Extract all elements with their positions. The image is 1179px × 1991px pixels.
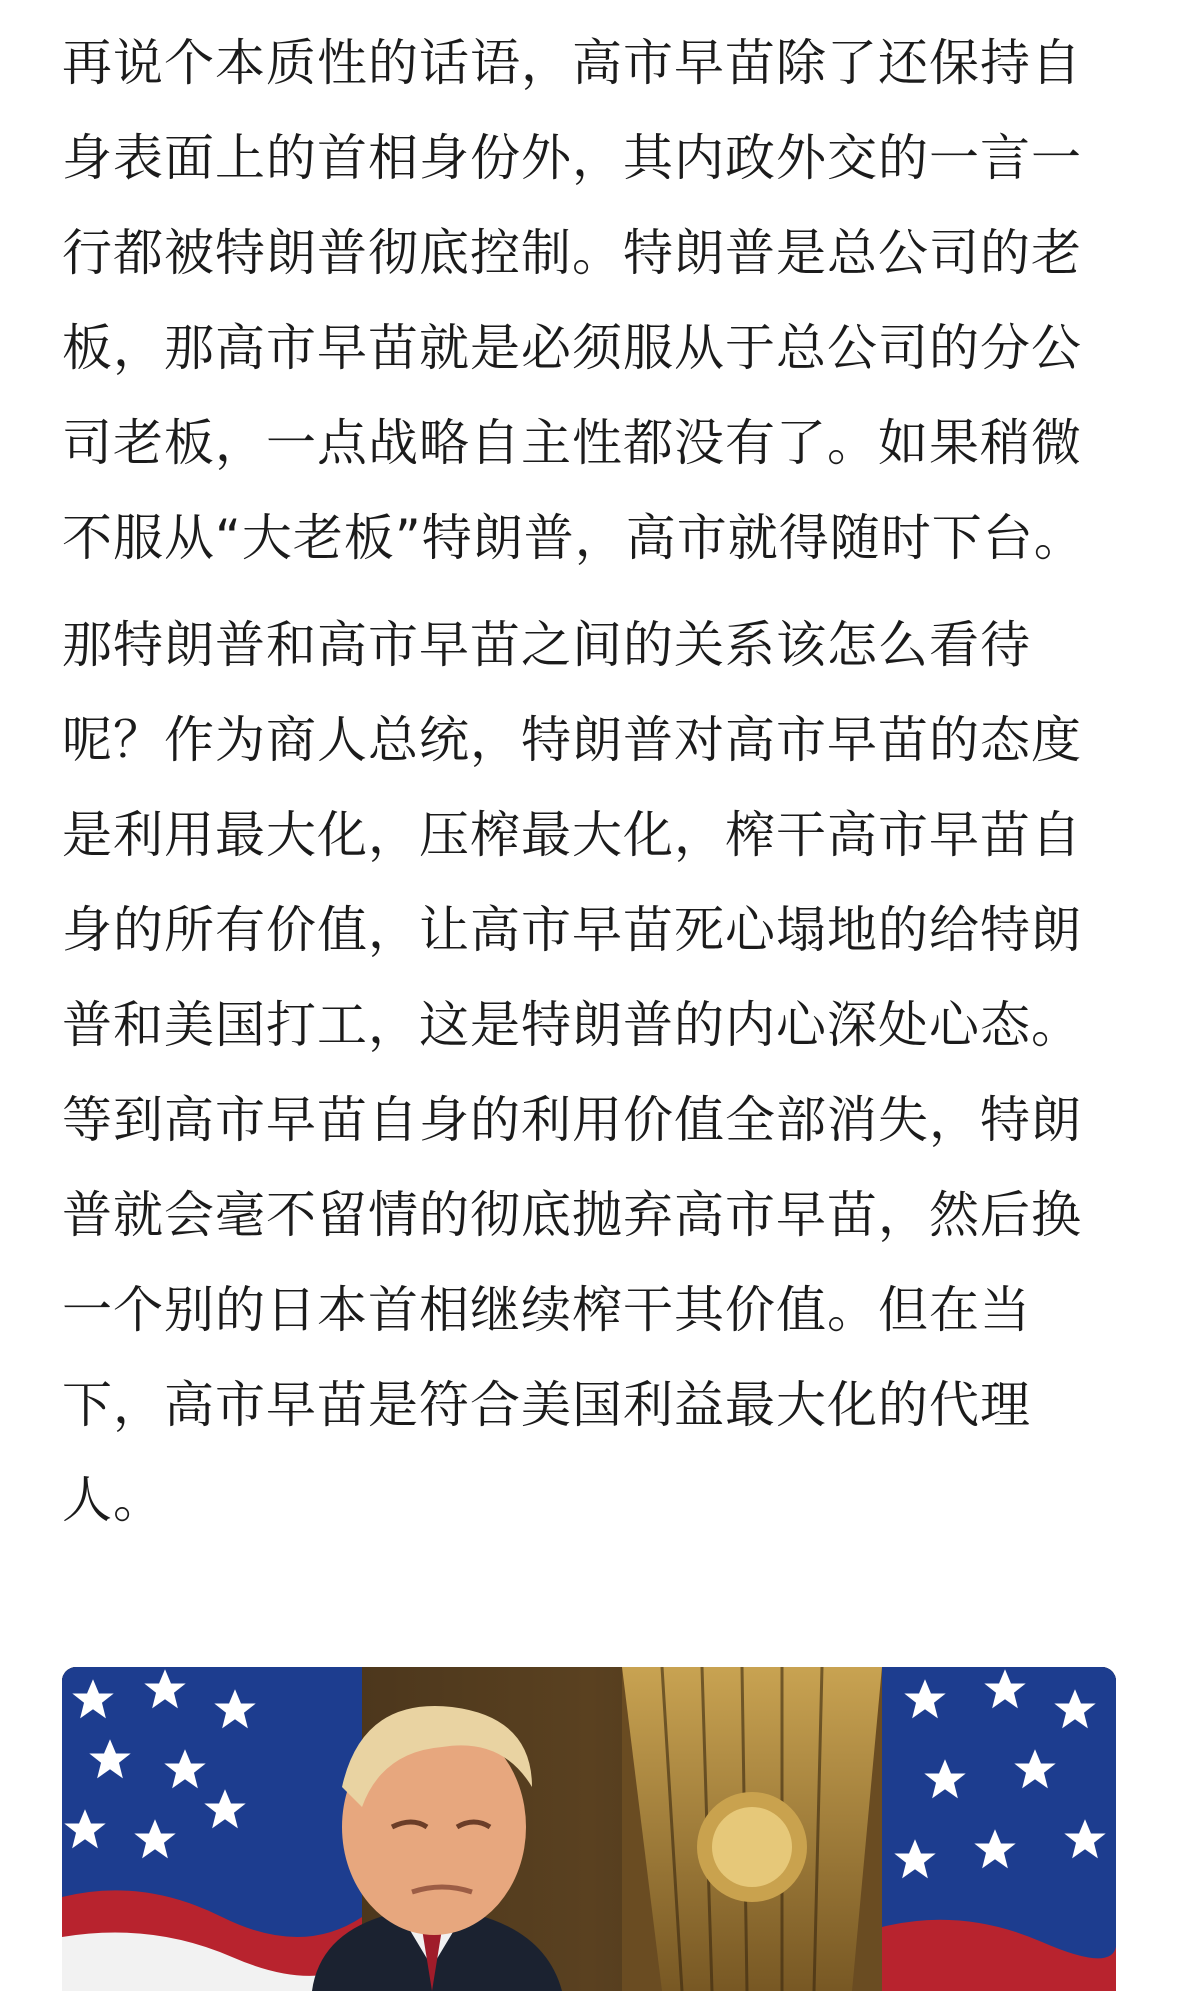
article-photo[interactable] (62, 1667, 1116, 1991)
article-paragraph-1: 再说个本质性的话语，高市早苗除了还保持自身表面上的首相身份外，其内政外交的一言一行都被特朗普彻底控制。特朗普是总公司的老板，那高市早苗就是必须服从于总公司的分公司老板，一点战略自主性都没有了。如果稍微不服从“大老板”特朗普，高市就得随时下台。 (62, 34, 1085, 567)
flag-stars-right-icon (882, 1667, 1116, 1991)
article-body (62, 16, 1122, 1548)
gold-fringe-curtain-icon (622, 1667, 882, 1991)
flag-stars-left-icon (62, 1667, 362, 1991)
article-paragraph-2: 那特朗普和高市早苗之间的关系该怎么看待呢？作为商人总统，特朗普对高市早苗的态度是利用最大化，压榨最大化，榨干高市早苗自身的所有价值，让高市早苗死心塌地的给特朗普和美国打工，这是特朗普的内心深处心态。等到高市早苗自身的利用价值全部消失，特朗普就会毫不留情的彻底抛弃高市早苗，然后换一个别的日本首相继续榨干其价值。但在当下，高市早苗是符合美国利益最大化的代理人。 (62, 616, 1082, 1529)
paragraph-spacer (62, 586, 1122, 598)
photo-illustration (62, 1667, 1116, 1991)
